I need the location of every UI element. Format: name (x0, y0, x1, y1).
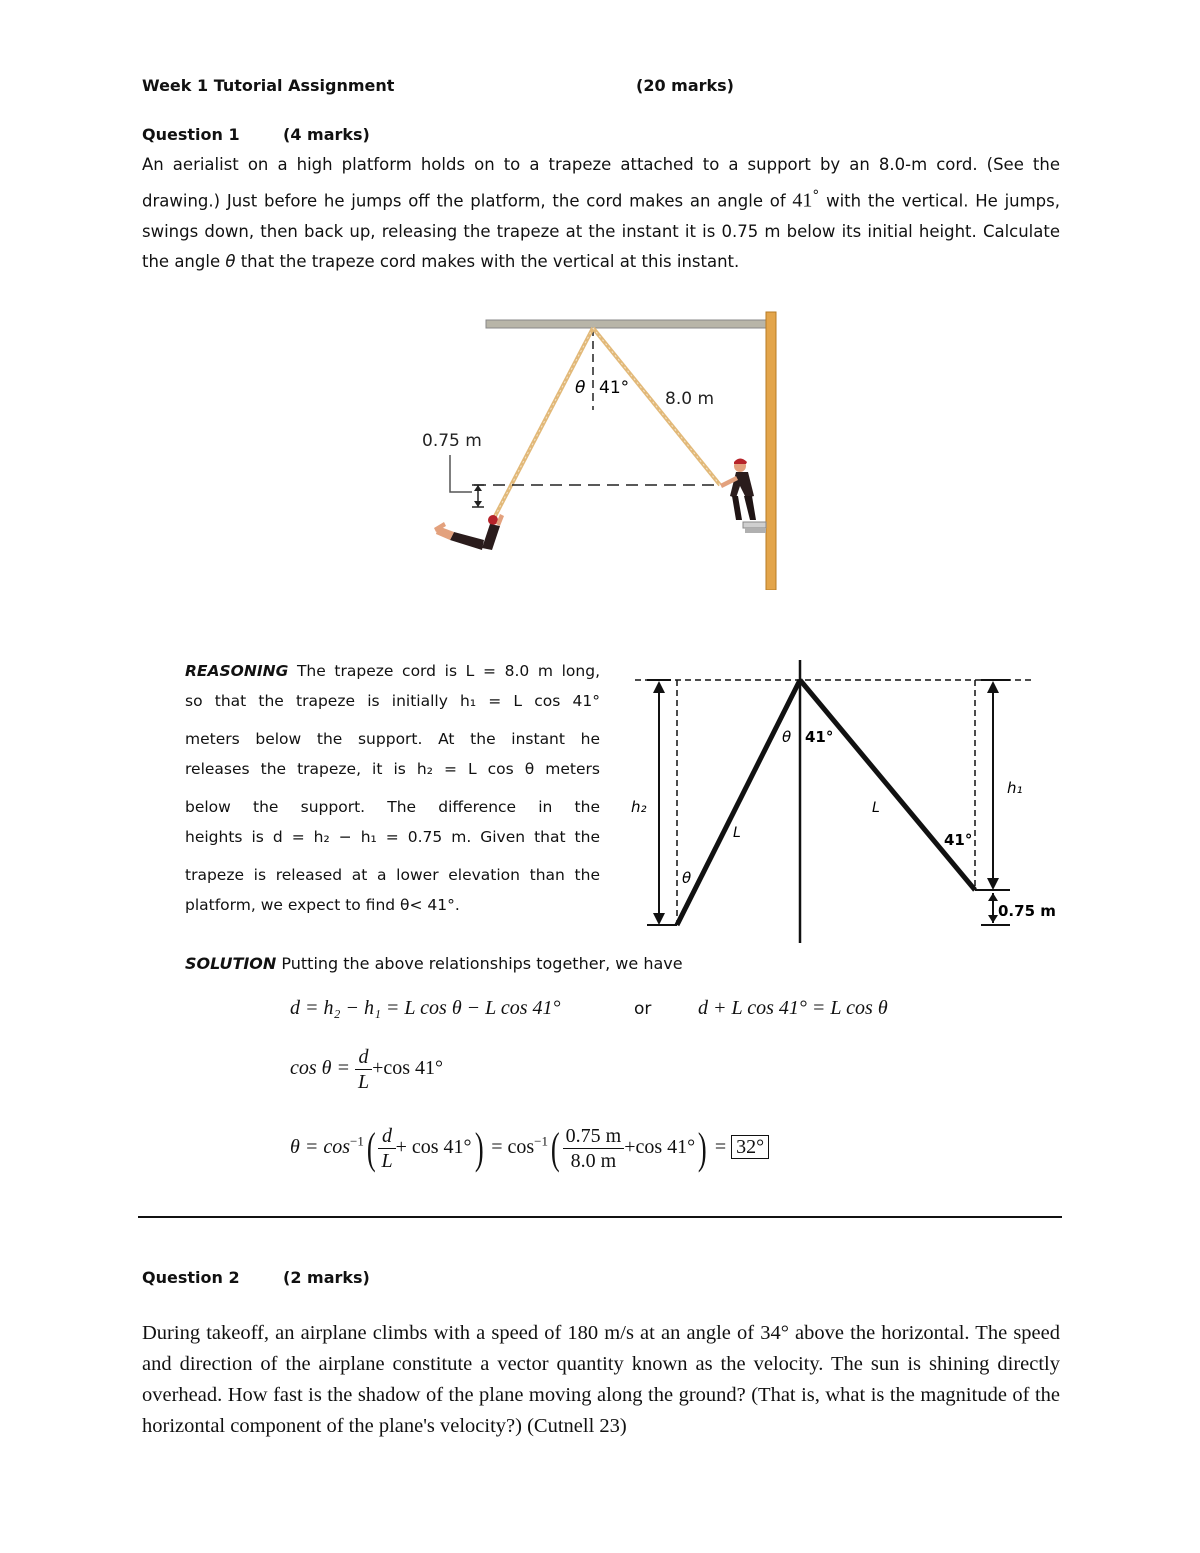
equation-2 (290, 1045, 443, 1094)
eq3-fraction (378, 1124, 395, 1173)
eq2-lhs: cos θ = (290, 1057, 350, 1080)
fig2-l-right: L (872, 800, 880, 816)
eq3-sup: −1 (349, 1133, 364, 1149)
assignment-total-marks: (20 marks) (636, 76, 734, 95)
height-arrow-down (474, 501, 482, 507)
eq2-rest: +cos 41° (372, 1057, 444, 1080)
q1-text-part1: An aerialist on a high platform holds on to a trapeze attached to a support by an 8.0-m cord. (See the drawing.) Just before he jumps off the platform, the cord makes an angle of (142, 155, 1060, 210)
height-bracket (450, 455, 472, 492)
solution-intro-text: Putting the above relationships together, we have (276, 954, 683, 973)
wall (766, 312, 776, 590)
eq3-close-paren: ) (474, 1124, 484, 1173)
platform (743, 522, 766, 528)
q2-title: Question 2 (142, 1268, 240, 1287)
reasoning-line-2: so that the trapeze is initially h₁ = L cos 41° (185, 692, 600, 710)
fig1-theta-label: θ (575, 378, 586, 398)
eq3-open-paren: ( (366, 1124, 376, 1173)
eq3-in2: +cos 41° (624, 1136, 696, 1159)
h1-arrow-top (987, 681, 999, 693)
q2-text: During takeoff, an airplane climbs with a speed of 180 m/s at an angle of 34° above the horizontal. The speed and direction of the airplane constitute a vector quantity known as the velocity. The sun is shining directly overhead. How fast is the shadow of the plane moving along the ground? (That is, what is the magnitude of the horizontal component of the plane's velocity?) (Cutnell 23) (142, 1322, 1060, 1437)
eq3-in1: + cos 41° (395, 1136, 472, 1159)
reasoning-line-8: platform, we expect to find θ< 41°. (185, 896, 460, 914)
q2-marks: (2 marks) (283, 1268, 370, 1287)
eq3-mid: = cos (491, 1136, 535, 1159)
fig2-h2-label: h₂ (631, 798, 647, 816)
eq3-equals: = (714, 1136, 727, 1159)
fig2-h1-label: h₁ (1007, 779, 1023, 797)
fig1-angle-label: 41° (599, 378, 630, 398)
equation-1-right: d + L cos 41° = L cos θ (698, 997, 888, 1019)
reasoning-line-1-text: The trapeze cord is L = 8.0 m long, (288, 662, 600, 680)
eq3-num2: 0.75 m (563, 1124, 625, 1149)
equation-3 (290, 1123, 769, 1174)
q1-text-part2: with the vertical. He jumps, swings down, then back up, releasing the trapeze at the instant it is 0.75 m below its initial height. Calculate the angle (142, 191, 1060, 271)
eq3-close-paren-2: ) (698, 1124, 707, 1173)
reasoning-line-7: trapeze is released at a lower elevation than the (185, 866, 600, 884)
h2-arrow-top (653, 681, 665, 693)
fig2-theta-label: θ (782, 728, 792, 746)
eq3-open-paren-2: ( (550, 1124, 560, 1173)
solution-lead: SOLUTION (185, 954, 277, 973)
d-arrow-top (988, 893, 998, 901)
fig2-angle-bottom: 41° (944, 831, 973, 849)
d-arrow-bottom (988, 915, 998, 923)
fig1-height-label: 0.75 m (422, 431, 482, 451)
eq3-fraction-2 (563, 1124, 625, 1173)
eq3-den: L (381, 1150, 393, 1172)
q1-angle: 41 (792, 189, 813, 211)
eq3-den2: 8.0 m (570, 1150, 617, 1172)
q1-degree-sign: ° (812, 187, 820, 204)
fig2-l-left: L (733, 825, 741, 841)
aerialist-figure (400, 300, 800, 590)
fig1-length-label: 8.0 m (665, 389, 714, 409)
reasoning-line-1 (185, 662, 600, 680)
q1-marks: (4 marks) (283, 125, 370, 144)
q1-title: Question 1 (142, 125, 240, 144)
h2-arrow-bottom (653, 913, 665, 925)
cord-left-theta (677, 680, 800, 925)
eq3-num: d (378, 1124, 395, 1149)
assignment-title: Week 1 Tutorial Assignment (142, 76, 395, 95)
eq3-sup2: −1 (534, 1133, 548, 1149)
eq2-fraction (355, 1045, 372, 1094)
equation-1-left: d = h₂ − h₁ = L cos θ − L cos 41° (290, 997, 561, 1019)
reasoning-line-3: meters below the support. At the instant he (185, 730, 600, 748)
answer-box: 32° (731, 1135, 769, 1159)
cord-right-41 (800, 680, 975, 890)
q1-text (142, 150, 1060, 278)
reasoning-line-4: releases the trapeze, it is h₂ = L cos θ meters (185, 760, 600, 778)
eq2-num: d (355, 1045, 372, 1070)
section-divider (138, 1216, 1062, 1218)
reasoning-line-6: heights is d = h₂ − h₁ = 0.75 m. Given that the (185, 828, 600, 846)
support-beam (486, 320, 766, 328)
fig2-theta-bottom: θ (682, 869, 692, 887)
fig2-d-label: 0.75 m (998, 902, 1056, 920)
eq3-lhs: θ = cos (290, 1136, 350, 1159)
q1-text-part3: that the trapeze cord makes with the vertical at this instant. (235, 252, 740, 271)
q1-theta: θ (225, 252, 236, 271)
equation-1-or: or (634, 999, 652, 1019)
reasoning-block (185, 660, 600, 930)
eq2-den: L (357, 1071, 370, 1093)
geometry-diagram (625, 655, 1065, 950)
reasoning-lead: REASONING (185, 662, 289, 680)
solution-intro (185, 954, 683, 973)
reasoning-line-5: below the support. The difference in the (185, 798, 600, 816)
height-arrow-up (474, 485, 482, 491)
platform-shadow (745, 528, 766, 533)
fig2-angle-label: 41° (805, 728, 834, 746)
h1-arrow-bottom (987, 878, 999, 890)
aerialist-on-platform (720, 459, 756, 521)
aerialist-swinging (434, 514, 504, 550)
